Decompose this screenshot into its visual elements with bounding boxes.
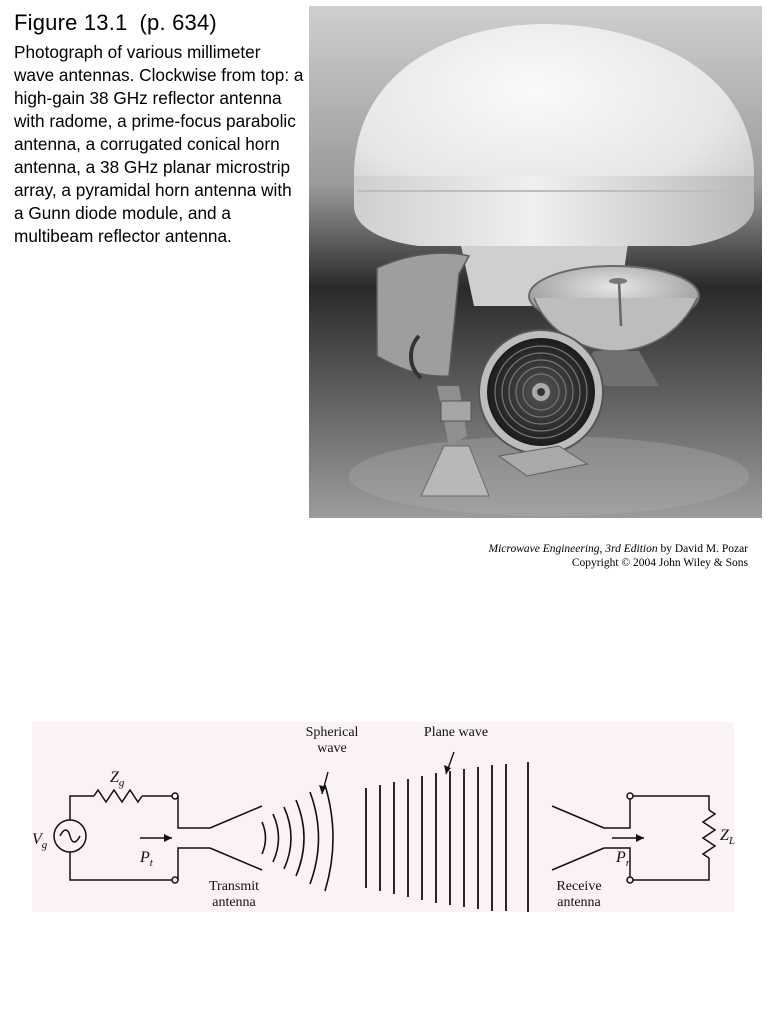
figure-page-ref: (p. 634)	[139, 10, 217, 35]
zg-symbol: $Z_g$	[110, 769, 125, 789]
receive-antenna-label-line1: Receive	[556, 879, 602, 894]
radio-link-diagram	[32, 722, 734, 912]
pt-symbol: $P_t$	[140, 849, 153, 869]
figure-caption: Photograph of various millimeter wave antennas. Clockwise from top: a high-gain 38 GHz reflector antenna with radome, a prime-focus parabolic antenna, a corrugated conical horn antenna, a 38 GHz planar microstrip array, a pyramidal horn antenna with a Gunn diode module, and a multibeam reflector antenna.	[14, 42, 304, 246]
zl-symbol: $Z_L$	[720, 827, 736, 847]
book-author: by David M. Pozar	[657, 543, 748, 555]
spherical-wave-label-line2: wave	[317, 741, 347, 756]
pr-symbol: $P_r$	[616, 849, 631, 869]
figure-number: Figure 13.1	[14, 10, 128, 35]
antennas-photograph	[309, 6, 762, 518]
spherical-wave-label-line1: Spherical	[305, 725, 359, 740]
figure-title	[14, 10, 217, 36]
vg-symbol: $V_g$	[32, 831, 48, 851]
transmit-antenna-label-line2: antenna	[212, 895, 256, 910]
plane-wave-label: Plane wave	[423, 725, 489, 740]
transmit-antenna-label-line1: Transmit	[208, 879, 260, 894]
receive-antenna-label-line2: antenna	[557, 895, 601, 910]
book-title: Microwave Engineering, 3rd Edition	[488, 543, 658, 555]
copyright-credit	[489, 542, 748, 570]
copyright-line: Copyright © 2004 John Wiley & Sons	[571, 557, 748, 569]
